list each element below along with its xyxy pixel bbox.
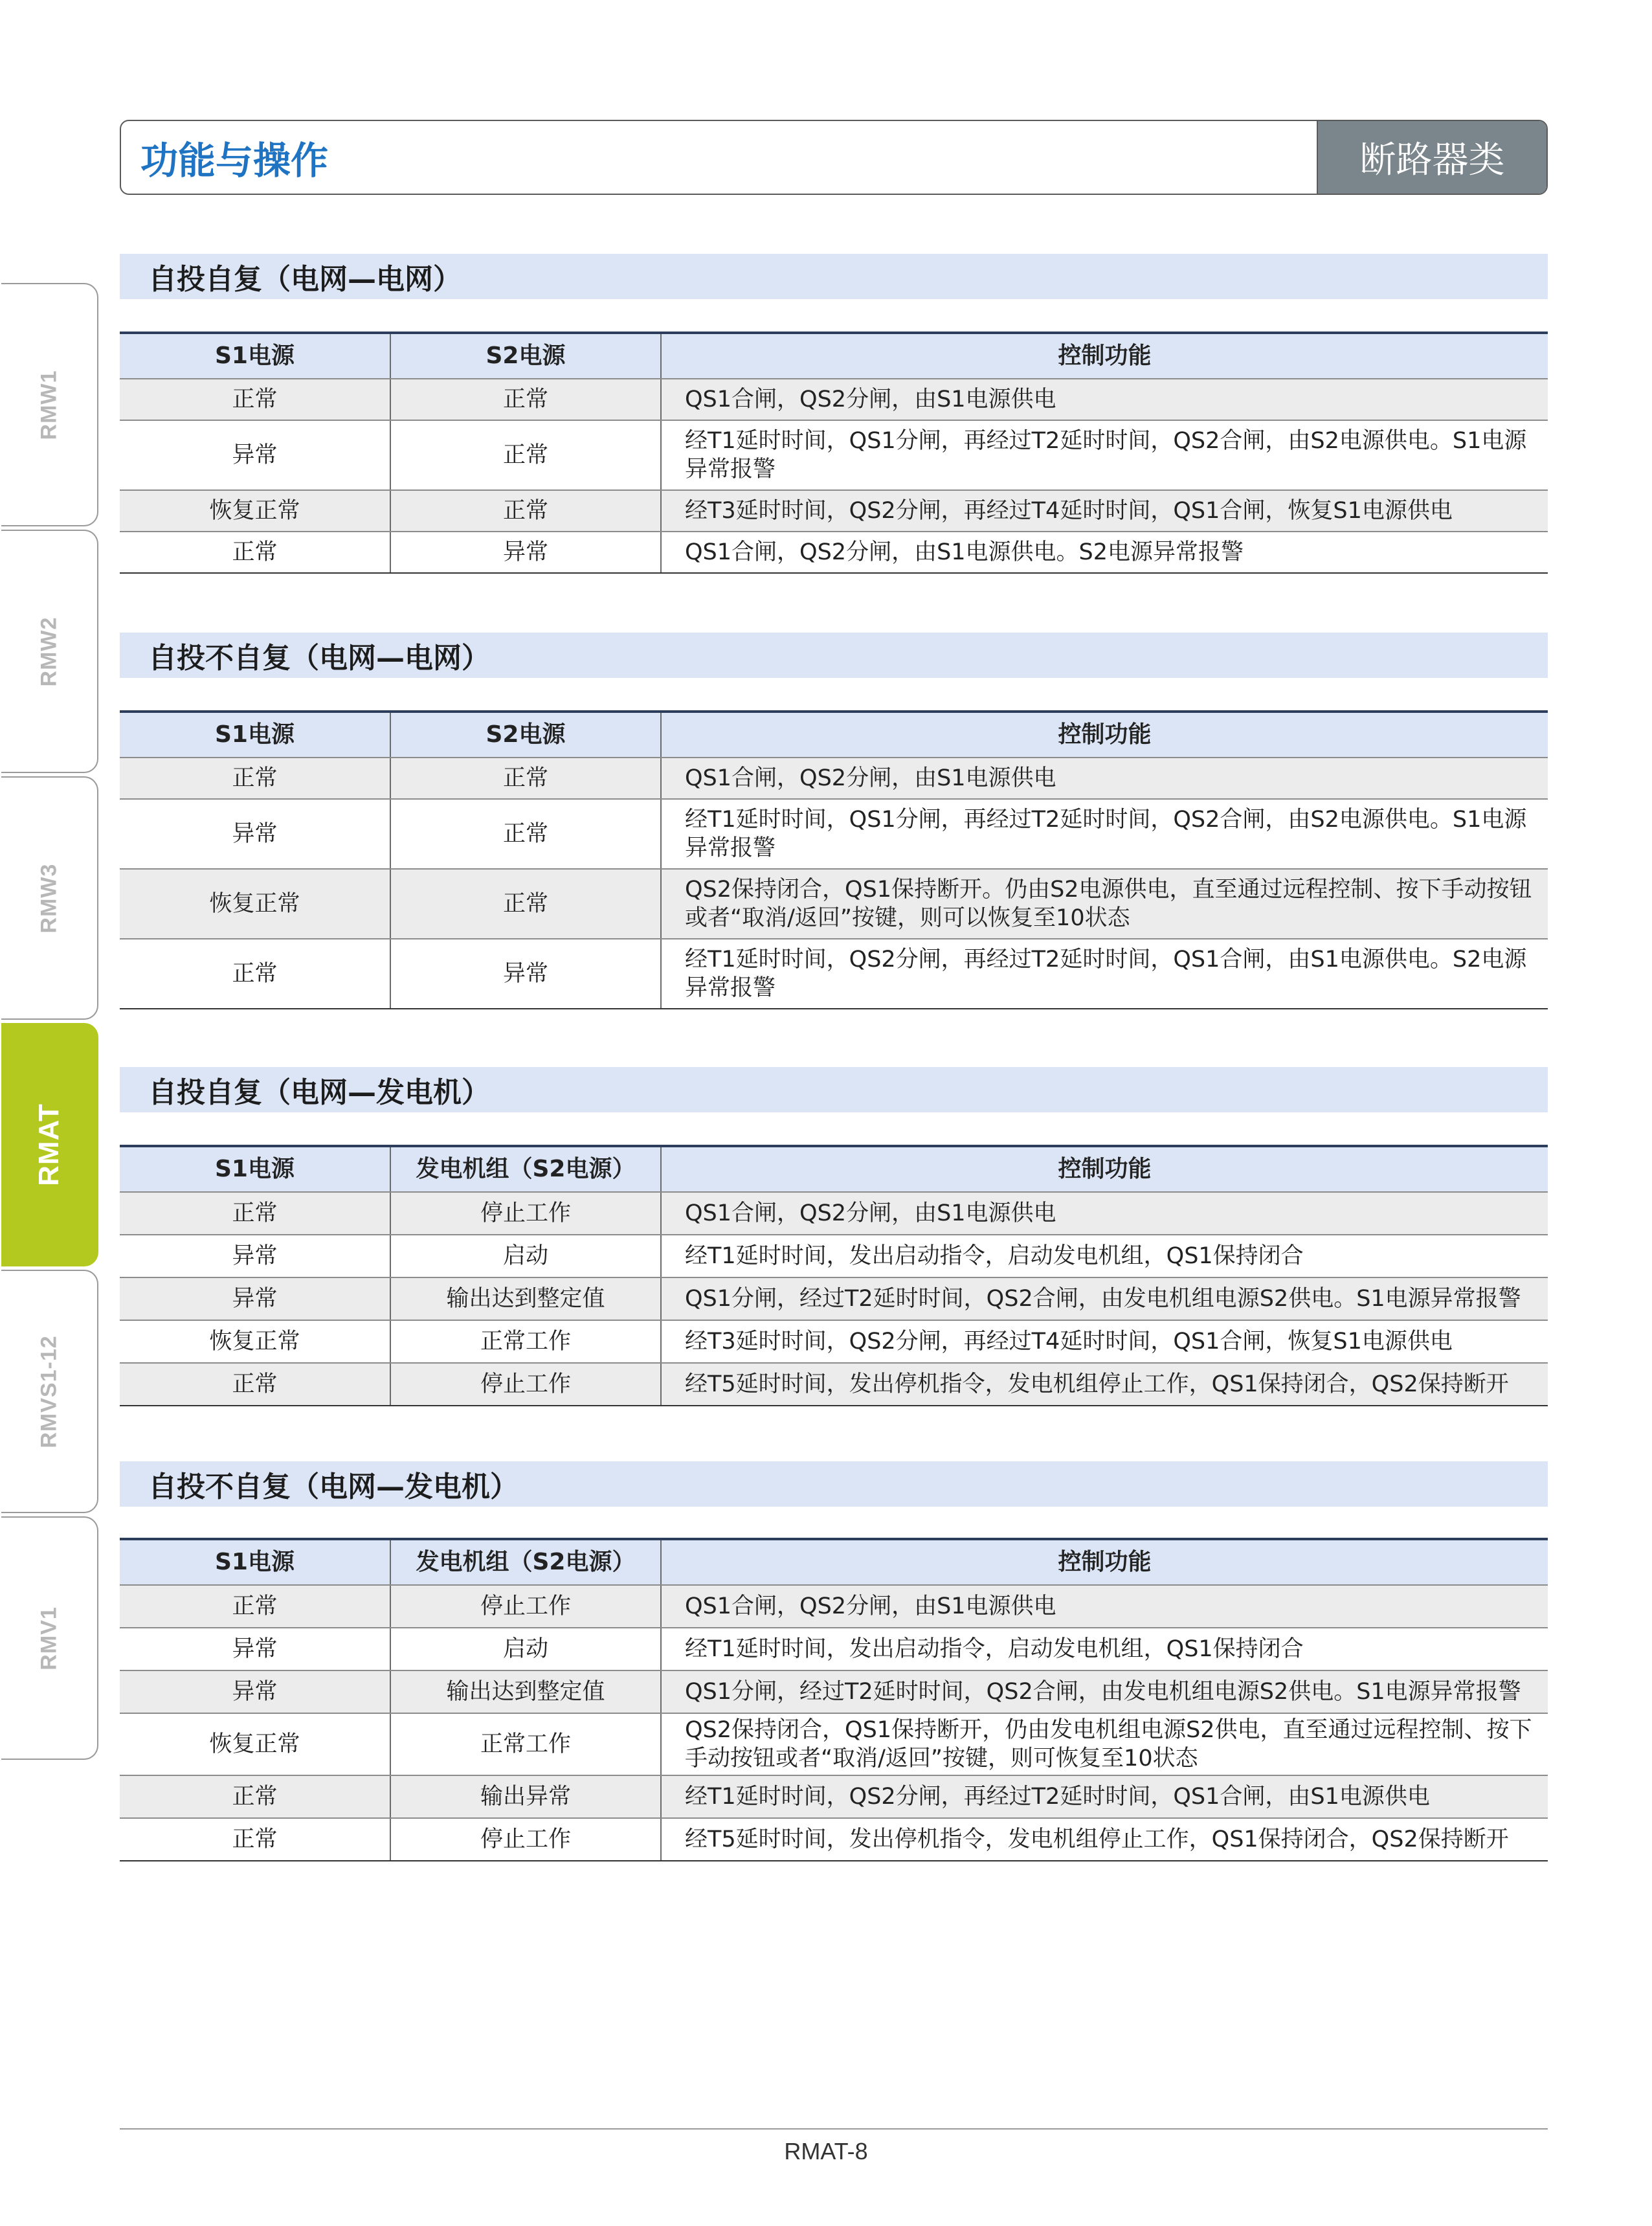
s2-cell: 正常	[390, 420, 661, 490]
control-table	[120, 332, 1548, 574]
side-tab-label: RMW2	[36, 616, 61, 686]
function-cell: 经T5延时时间，发出停机指令，发电机组停止工作，QS1保持闭合，QS2保持断开	[661, 1818, 1548, 1861]
function-cell: QS1合闸，QS2分闸，由S1电源供电	[661, 1192, 1548, 1235]
function-cell: 经T3延时时间，QS2分闸，再经过T4延时时间，QS1合闸，恢复S1电源供电	[661, 490, 1548, 532]
column-header: S1电源	[120, 333, 390, 379]
s2-cell: 正常	[390, 869, 661, 939]
side-tab-rmw2[interactable]	[1, 530, 98, 773]
function-cell: QS1合闸，QS2分闸，由S1电源供电	[661, 758, 1548, 799]
side-tab-label: RMW1	[36, 370, 61, 440]
column-header: 发电机组（S2电源）	[390, 1539, 661, 1585]
s1-cell: 正常	[120, 1818, 390, 1861]
table-row	[120, 1670, 1548, 1713]
table-row	[120, 1585, 1548, 1628]
generator-cell: 正常工作	[390, 1320, 661, 1363]
s1-cell: 异常	[120, 1670, 390, 1713]
side-tab-label: RMW3	[36, 863, 61, 933]
function-cell: 经T3延时时间，QS2分闸，再经过T4延时时间，QS1合闸，恢复S1电源供电	[661, 1320, 1548, 1363]
page-header	[120, 120, 1548, 195]
table-row	[120, 758, 1548, 799]
column-header: S1电源	[120, 712, 390, 758]
table-row	[120, 1320, 1548, 1363]
s1-cell: 正常	[120, 939, 390, 1009]
table-row	[120, 939, 1548, 1009]
function-cell: 经T1延时时间，QS2分闸，再经过T2延时时间，QS1合闸，由S1电源供电。S2电源异常报警	[661, 939, 1548, 1009]
s1-cell: 正常	[120, 1363, 390, 1406]
function-cell: QS2保持闭合，QS1保持断开。仍由S2电源供电，直至通过远程控制、按下手动按钮或者“取消/返回”按键，则可以恢复至10状态	[661, 869, 1548, 939]
generator-cell: 启动	[390, 1235, 661, 1277]
side-tab-rmv1[interactable]	[1, 1516, 98, 1760]
column-header: S2电源	[390, 712, 661, 758]
s1-cell: 异常	[120, 420, 390, 490]
side-tab-label: RMV1	[36, 1606, 61, 1670]
s1-cell: 异常	[120, 799, 390, 869]
table-row	[120, 1192, 1548, 1235]
s1-cell: 恢复正常	[120, 490, 390, 532]
generator-cell: 停止工作	[390, 1818, 661, 1861]
table-row	[120, 869, 1548, 939]
table-row	[120, 799, 1548, 869]
section-title: 自投自复（电网—电网）	[120, 254, 1548, 299]
function-cell: 经T1延时时间，QS1分闸，再经过T2延时时间，QS2合闸，由S2电源供电。S1电源异常报警	[661, 420, 1548, 490]
s2-cell: 正常	[390, 799, 661, 869]
function-cell: QS1合闸，QS2分闸，由S1电源供电	[661, 379, 1548, 420]
function-cell: 经T1延时时间，QS1分闸，再经过T2延时时间，QS2合闸，由S2电源供电。S1电源异常报警	[661, 799, 1548, 869]
table-row	[120, 1775, 1548, 1818]
page-number: RMAT-8	[784, 2138, 868, 2164]
s2-cell: 异常	[390, 939, 661, 1009]
generator-cell: 输出达到整定值	[390, 1277, 661, 1320]
column-header: S2电源	[390, 333, 661, 379]
column-header: 控制功能	[661, 1146, 1548, 1192]
s2-cell: 正常	[390, 490, 661, 532]
page-title: 功能与操作	[140, 139, 329, 183]
table-row	[120, 1713, 1548, 1775]
side-tab-rmw1[interactable]	[1, 283, 98, 526]
function-cell: QS1合闸，QS2分闸，由S1电源供电	[661, 1585, 1548, 1628]
table-row	[120, 1277, 1548, 1320]
s1-cell: 正常	[120, 758, 390, 799]
function-cell: QS1分闸，经过T2延时时间，QS2合闸，由发电机组电源S2供电。S1电源异常报警	[661, 1277, 1548, 1320]
side-tab-rmvs1-12[interactable]	[1, 1270, 98, 1513]
s1-cell: 正常	[120, 1585, 390, 1628]
s1-cell: 异常	[120, 1628, 390, 1670]
generator-cell: 停止工作	[390, 1585, 661, 1628]
column-header: 发电机组（S2电源）	[390, 1146, 661, 1192]
side-tab-label: RMVS1-12	[36, 1334, 61, 1448]
section-title: 自投不自复（电网—发电机）	[120, 1461, 1548, 1507]
column-header: 控制功能	[661, 712, 1548, 758]
function-cell: 经T1延时时间，发出启动指令，启动发电机组，QS1保持闭合	[661, 1628, 1548, 1670]
side-tab-rmat[interactable]	[1, 1023, 98, 1266]
s1-cell: 正常	[120, 532, 390, 573]
generator-cell: 正常工作	[390, 1713, 661, 1775]
function-cell: QS1合闸，QS2分闸，由S1电源供电。S2电源异常报警	[661, 532, 1548, 573]
generator-cell: 停止工作	[390, 1192, 661, 1235]
control-table	[120, 1538, 1548, 1861]
s1-cell: 异常	[120, 1235, 390, 1277]
section-title: 自投自复（电网—发电机）	[120, 1067, 1548, 1112]
table-row	[120, 1235, 1548, 1277]
column-header: S1电源	[120, 1539, 390, 1585]
function-cell: 经T1延时时间，发出启动指令，启动发电机组，QS1保持闭合	[661, 1235, 1548, 1277]
column-header: 控制功能	[661, 333, 1548, 379]
function-cell: QS1分闸，经过T2延时时间，QS2合闸，由发电机组电源S2供电。S1电源异常报警	[661, 1670, 1548, 1713]
column-header: 控制功能	[661, 1539, 1548, 1585]
generator-cell: 启动	[390, 1628, 661, 1670]
function-cell: 经T1延时时间，QS2分闸，再经过T2延时时间，QS1合闸，由S1电源供电	[661, 1775, 1548, 1818]
s1-cell: 异常	[120, 1277, 390, 1320]
section-title: 自投不自复（电网—电网）	[120, 633, 1548, 678]
function-cell: 经T5延时时间，发出停机指令，发电机组停止工作，QS1保持闭合，QS2保持断开	[661, 1363, 1548, 1406]
category-label: 断路器类	[1317, 121, 1546, 194]
s1-cell: 正常	[120, 1775, 390, 1818]
table-row	[120, 1818, 1548, 1861]
table-row	[120, 490, 1548, 532]
s1-cell: 正常	[120, 1192, 390, 1235]
s1-cell: 正常	[120, 379, 390, 420]
generator-cell: 输出达到整定值	[390, 1670, 661, 1713]
s1-cell: 恢复正常	[120, 1713, 390, 1775]
s1-cell: 恢复正常	[120, 1320, 390, 1363]
control-table	[120, 710, 1548, 1009]
table-row	[120, 379, 1548, 420]
s1-cell: 恢复正常	[120, 869, 390, 939]
footer-divider	[120, 2128, 1548, 2130]
side-tab-label: RMAT	[32, 1103, 65, 1186]
s2-cell: 正常	[390, 379, 661, 420]
table-row	[120, 1628, 1548, 1670]
side-tab-rmw3[interactable]	[1, 776, 98, 1020]
generator-cell: 停止工作	[390, 1363, 661, 1406]
function-cell: QS2保持闭合，QS1保持断开，仍由发电机组电源S2供电，直至通过远程控制、按下手动按钮或者“取消/返回”按键，则可恢复至10状态	[661, 1713, 1548, 1775]
column-header: S1电源	[120, 1146, 390, 1192]
table-row	[120, 532, 1548, 573]
control-table	[120, 1145, 1548, 1406]
generator-cell: 输出异常	[390, 1775, 661, 1818]
table-row	[120, 1363, 1548, 1406]
s2-cell: 异常	[390, 532, 661, 573]
table-row	[120, 420, 1548, 490]
s2-cell: 正常	[390, 758, 661, 799]
